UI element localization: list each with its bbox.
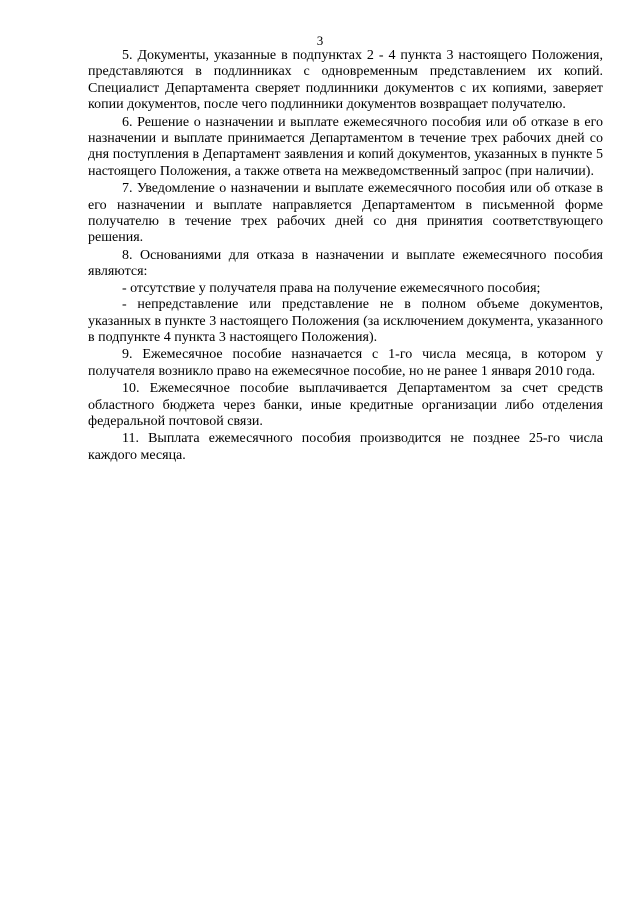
- paragraph-8-item-1: - отсутствие у получателя права на получение ежемесячного пособия;: [122, 280, 541, 296]
- paragraph-10: 10. Ежемесячное пособие выплачивается Департаментом за счет средств областного бюджета через банки, иные кредитные организации либо отделения федеральной почтовой связи.: [88, 381, 603, 429]
- page-number: 3: [316, 33, 324, 48]
- paragraph-8: 8. Основаниями для отказа в назначении и выплате ежемесячного пособия являются:: [88, 247, 603, 280]
- paragraph-7: 7. Уведомление о назначении и выплате ежемесячного пособия или об отказе в его назначении и выплате направляется Департаментом в письменной форме получателю в течение трех рабочих дней со дня принятия соответствующего решения.: [88, 181, 603, 246]
- paragraph-11: 11. Выплата ежемесячного пособия производится не позднее 25-го числа каждого месяца.: [88, 431, 603, 463]
- paragraph-8-item-2: - непредставление или представление не в полном объеме документов, указанных в пункте 3 настоящего Положения (за исключением документа, указанного в подпункте 4 пункта 3 настоящего Положения).: [88, 297, 603, 345]
- paragraph-5: 5. Документы, указанные в подпунктах 2 - 4 пункта 3 настоящего Положения, представляются в подлинниках с одновременным представлением их копий. Специалист Департамента сверяет подлинники документов с их копиями, заверяет копии документов, после чего подлинники документов возвращает получателю.: [88, 48, 603, 113]
- paragraph-6: 6. Решение о назначении и выплате ежемесячного пособия или об отказе в его назначении и выплате принимается Департаментом в течение трех рабочих дней со дня поступления в Департамент заявления и копий документов, указанных в пункте 5 настоящего Положения, а также ответа на межведомственный запрос (при наличии).: [88, 114, 603, 179]
- document-body: [88, 48, 603, 464]
- paragraph-9: 9. Ежемесячное пособие назначается с 1-го числа месяца, в котором у получателя возникло право на ежемесячное пособие, но не ранее 1 января 2010 года.: [88, 347, 603, 379]
